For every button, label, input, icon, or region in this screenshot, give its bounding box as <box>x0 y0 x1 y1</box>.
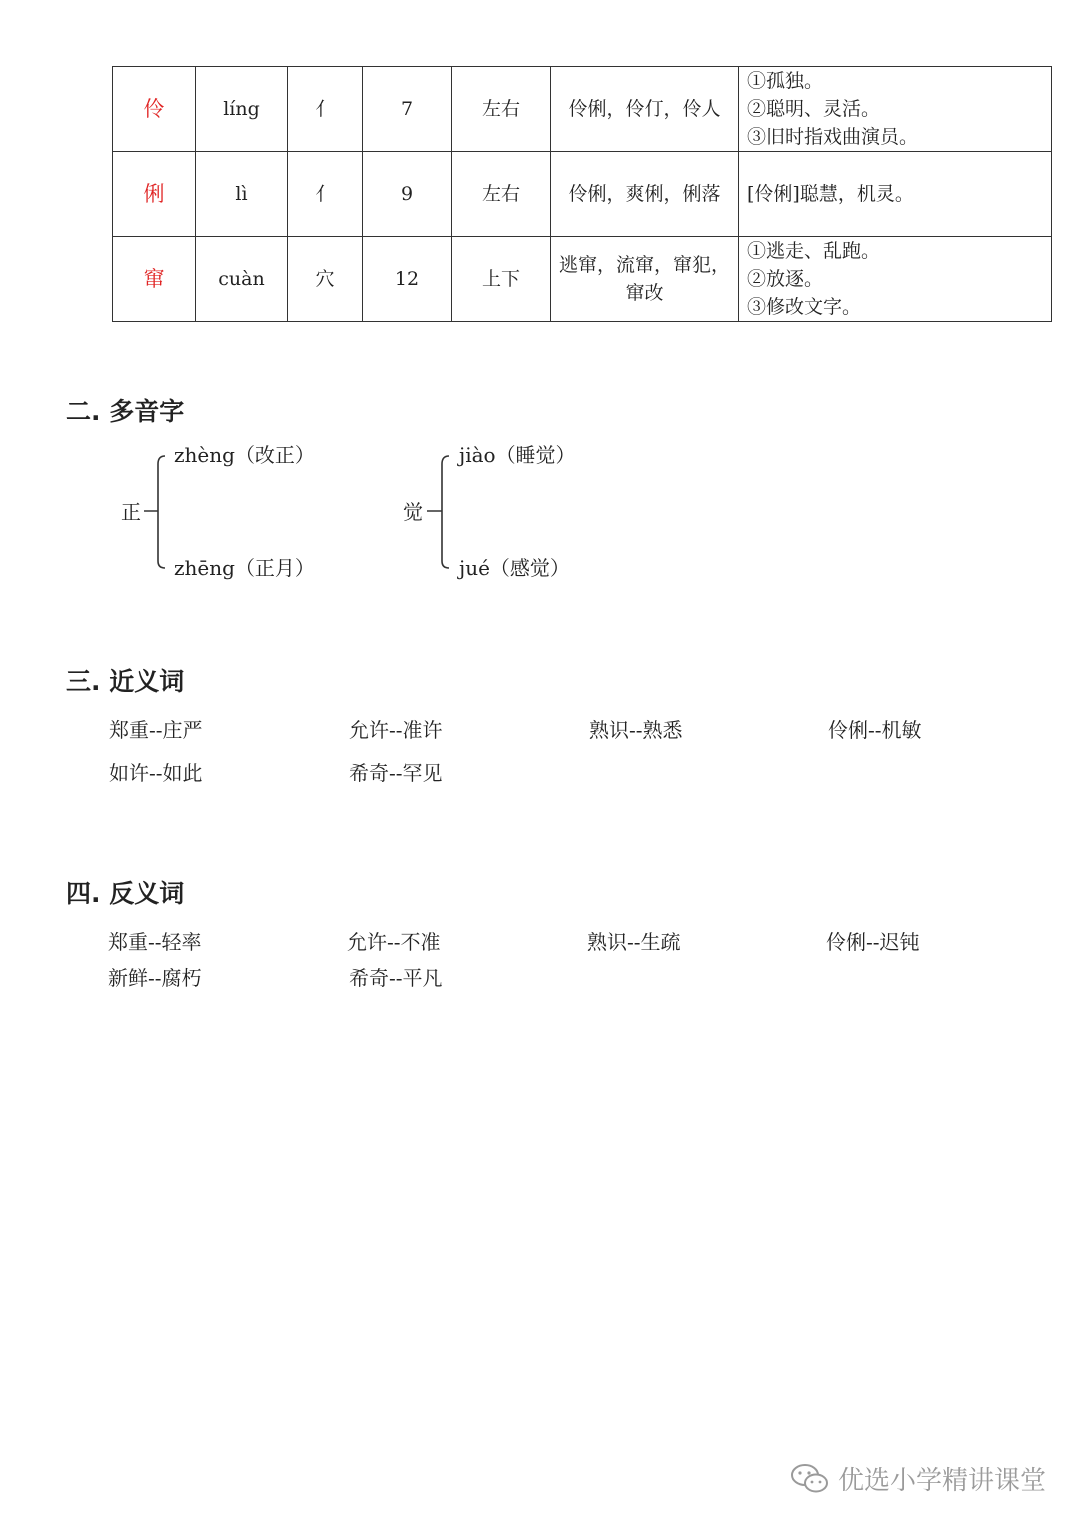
brace-jiao <box>427 456 449 568</box>
word-line: 伶俐，爽俐，俐落 <box>568 183 721 205</box>
polyphonic-reading: jué（感觉） <box>459 556 570 580</box>
word-line: 窜改 <box>625 282 664 304</box>
polyphonic-reading: zhēng（正月） <box>174 556 315 580</box>
polyphonic-reading: jiào（睡觉） <box>459 443 576 467</box>
pinyin-cell: cuàn <box>196 237 288 322</box>
structure-cell: 左右 <box>452 152 551 237</box>
structure-cell: 左右 <box>452 67 551 152</box>
pinyin-cell: líng <box>196 67 288 152</box>
synonym-pair: 希奇--罕见 <box>349 761 443 785</box>
polyphonic-char: 正 <box>121 500 141 524</box>
strokes-cell: 12 <box>363 237 452 322</box>
polyphonic-heading: 二. 多音字 <box>66 397 185 426</box>
word-line: 逃窜，流窜，窜犯， <box>558 254 730 276</box>
watermark <box>790 1460 1046 1497</box>
antonym-pair: 允许--不准 <box>347 930 441 954</box>
strokes-cell: 9 <box>363 152 452 237</box>
synonyms-heading: 三. 近义词 <box>66 667 185 696</box>
meaning-line: ③旧时指戏曲演员。 <box>747 126 919 148</box>
radical-cell: 穴 <box>288 237 363 322</box>
antonym-pair: 新鲜--腐朽 <box>108 966 202 990</box>
synonym-pair: 郑重--庄严 <box>109 718 203 742</box>
synonym-pair: 允许--准许 <box>349 718 443 742</box>
meaning-line: ②聪明、灵活。 <box>747 98 881 120</box>
structure-cell: 上下 <box>452 237 551 322</box>
antonym-pair: 希奇--平凡 <box>349 966 443 990</box>
synonym-pair: 伶俐--机敏 <box>828 718 922 742</box>
polyphonic-char: 觉 <box>403 500 423 524</box>
char-cell: 伶 <box>113 67 196 152</box>
word-line: 伶俐，伶仃，伶人 <box>568 98 721 120</box>
synonym-pair: 如许--如此 <box>109 761 203 785</box>
meaning-line: ③修改文字。 <box>747 296 862 318</box>
antonym-pair: 熟识--生疏 <box>587 930 681 954</box>
radical-cell: 亻 <box>288 152 363 237</box>
antonyms-heading: 四. 反义词 <box>66 879 185 908</box>
meaning-line: ②放逐。 <box>747 268 824 290</box>
meaning-line: [伶俐]聪慧，机灵。 <box>747 183 914 205</box>
synonym-pair: 熟识--熟悉 <box>589 718 683 742</box>
char-cell: 俐 <box>113 152 196 237</box>
antonym-pair: 伶俐--迟钝 <box>826 930 920 954</box>
meaning-line: ①孤独。 <box>747 70 824 92</box>
watermark-text: 优选小学精讲课堂 <box>837 1466 1046 1496</box>
brace-zheng <box>144 456 165 568</box>
polyphonic-reading: zhèng（改正） <box>174 443 315 467</box>
pinyin-cell: lì <box>196 152 288 237</box>
radical-cell: 亻 <box>288 67 363 152</box>
strokes-cell: 7 <box>363 67 452 152</box>
char-cell: 窜 <box>113 237 196 322</box>
antonym-pair: 郑重--轻率 <box>108 930 202 954</box>
meaning-line: ①逃走、乱跑。 <box>747 240 881 262</box>
wechat-icon <box>790 1462 830 1496</box>
